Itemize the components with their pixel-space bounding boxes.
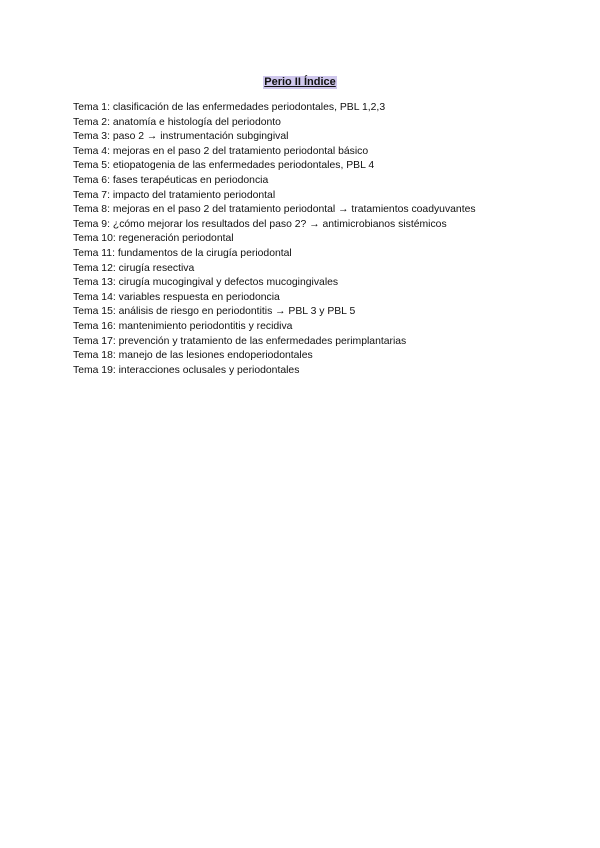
toc-item: Tema 1: clasificación de las enfermedades periodontales, PBL 1,2,3 bbox=[73, 102, 386, 113]
toc-item: Tema 12: cirugía resectiva bbox=[73, 262, 195, 274]
toc-item: Tema 14: variables respuesta en periodoncia bbox=[73, 291, 280, 303]
toc-item: Tema 16: mantenimiento periodontitis y recidiva bbox=[73, 320, 293, 332]
page-title: Perio II Índice bbox=[264, 76, 336, 88]
table-of-contents bbox=[73, 101, 476, 378]
toc-item: Tema 5: etiopatogenia de las enfermedades periodontales, PBL 4 bbox=[73, 160, 375, 172]
toc-item: Tema 19: interacciones oclusales y periodontales bbox=[73, 364, 300, 376]
toc-item: Tema 17: prevención y tratamiento de las enfermedades perimplantarias bbox=[73, 335, 407, 347]
toc-item: Tema 2: anatomía e histología del periodonto bbox=[73, 116, 281, 128]
title-container bbox=[0, 72, 600, 90]
toc-item: Tema 13: cirugía mucogingival y defectos mucogingivales bbox=[73, 277, 339, 289]
toc-item: Tema 4: mejoras en el paso 2 del tratamiento periodontal básico bbox=[73, 145, 369, 157]
toc-item: Tema 6: fases terapéuticas en periodoncia bbox=[73, 174, 269, 186]
toc-item: Tema 3: paso 2 → instrumentación subgingival bbox=[73, 131, 289, 143]
toc-item: Tema 8: mejoras en el paso 2 del tratamiento periodontal → tratamientos coadyuvantes bbox=[73, 204, 476, 216]
toc-item: Tema 10: regeneración periodontal bbox=[73, 233, 234, 245]
toc-item: Tema 18: manejo de las lesiones endoperiodontales bbox=[73, 350, 313, 362]
toc-item: Tema 15: análisis de riesgo en periodontitis → PBL 3 y PBL 5 bbox=[73, 306, 356, 318]
toc-item: Tema 11: fundamentos de la cirugía periodontal bbox=[73, 247, 292, 259]
toc-item: Tema 7: impacto del tratamiento periodontal bbox=[73, 189, 276, 201]
toc-item: Tema 9: ¿cómo mejorar los resultados del paso 2? → antimicrobianos sistémicos bbox=[73, 218, 447, 230]
